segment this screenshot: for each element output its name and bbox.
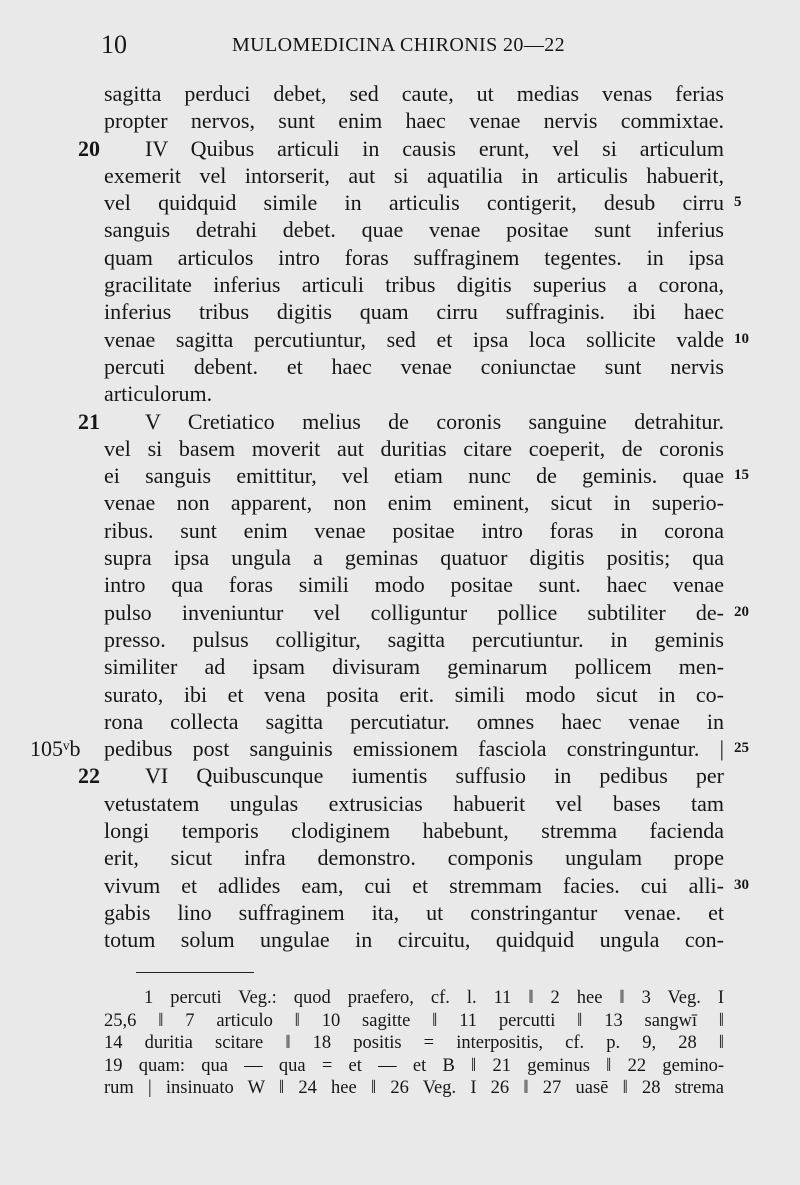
text-line <box>0 790 800 817</box>
text-line <box>0 244 800 271</box>
line-text: gracilitate inferius articuli tribus digitis superius a corona, <box>104 272 724 298</box>
line-text: erit, sicut infra demonstro. componis ungulam prope <box>104 845 724 871</box>
line-text: quam articulos intro foras suffraginem tegentes. in ipsa <box>104 244 724 270</box>
text-line <box>0 708 800 735</box>
page-header <box>0 30 800 66</box>
apparatus-line <box>0 1077 800 1100</box>
critical-apparatus <box>0 987 800 1100</box>
apparatus-text: 25,6 ‖ 7 articulo ‖ 10 sagitte ‖ 11 percutti ‖ 13 sangwī ‖ <box>104 1010 724 1031</box>
line-text: pulso inveniuntur vel colliguntur pollice subtiliter de- <box>104 599 724 625</box>
text-line <box>0 926 800 953</box>
apparatus-line <box>0 987 800 1010</box>
text-line <box>0 107 800 134</box>
text-line <box>0 544 800 571</box>
line-number: 30 <box>734 876 749 893</box>
chapter-number: 22 <box>78 763 100 789</box>
apparatus-text: 19 quam: qua — qua = et — et B ‖ 21 geminus ‖ 22 gemino- <box>104 1055 724 1076</box>
line-text: surato, ibi et vena posita erit. simili modo sicut in co- <box>104 681 724 707</box>
text-line <box>0 735 800 762</box>
line-number: 25 <box>734 740 749 757</box>
line-text: presso. pulsus colligitur, sagitta percutiuntur. in geminis <box>104 626 724 652</box>
apparatus-text: rum | insinuato W ‖ 24 hee ‖ 26 Veg. I 26 ‖ 27 uasē ‖ 28 strema <box>104 1078 724 1099</box>
text-line <box>0 271 800 298</box>
text-line <box>0 408 800 435</box>
text-line <box>0 353 800 380</box>
line-text: sanguis detrahi debet. quae venae positae sunt inferius <box>104 217 724 243</box>
line-text: gabis lino suffraginem ita, ut constringantur venae. et <box>104 899 724 925</box>
chapter-number: 20 <box>78 135 100 161</box>
text-line <box>0 844 800 871</box>
line-text: similiter ad ipsam divisuram geminarum pollicem men- <box>104 654 724 680</box>
apparatus-text: 14 duritia scitare ‖ 18 positis = interpositis, cf. p. 9, 28 ‖ <box>104 1033 724 1054</box>
apparatus-line <box>0 1032 800 1055</box>
text-line <box>0 681 800 708</box>
line-text: intro qua foras simili modo positae sunt. haec venae <box>104 572 724 598</box>
text-line <box>0 326 800 353</box>
line-text: ei sanguis emittitur, vel etiam nunc de geminis. quae <box>104 463 724 489</box>
line-text: venae sagitta percutiuntur, sed et ipsa loca sollicite valde <box>104 326 724 352</box>
text-line <box>0 571 800 598</box>
text-line <box>0 899 800 926</box>
line-text: articulorum. <box>104 381 213 407</box>
text-line <box>0 599 800 626</box>
line-text: percuti debent. et haec venae coniunctae sunt nervis <box>104 353 724 379</box>
line-text: exemerit vel intorserit, aut si aquatilia in articulis habuerit, <box>104 162 724 188</box>
line-number: 10 <box>734 330 749 347</box>
line-text: V Cretiatico melius de coronis sanguine detrahitur. <box>145 408 724 434</box>
line-text: longi temporis clodiginem habebunt, stremma facienda <box>104 818 724 844</box>
line-text: VI Quibuscunque iumentis suffusio in pedibus per <box>145 763 724 789</box>
text-line <box>0 462 800 489</box>
line-text: ribus. sunt enim venae positae intro foras in corona <box>104 517 724 543</box>
line-text: pedibus post sanguinis emissionem fasciola constringuntur. | <box>104 736 724 762</box>
line-text: venae non apparent, non enim eminent, sicut in superio- <box>104 490 724 516</box>
line-text: vel si basem moverit aut duritias citare coeperit, de coronis <box>104 435 724 461</box>
line-text: vetustatem ungulas extrusicias habuerit vel bases tam <box>104 790 724 816</box>
text-line <box>0 489 800 516</box>
apparatus-line <box>0 1010 800 1033</box>
line-text: vivum et adlides eam, cui et stremmam facies. cui alli- <box>104 872 724 898</box>
folio-marker: 105ᵛb <box>30 736 81 762</box>
line-number: 20 <box>734 603 749 620</box>
main-text <box>0 80 800 954</box>
apparatus-text: 1 percuti Veg.: quod praefero, cf. l. 11 ‖ 2 hee ‖ 3 Veg. I <box>144 988 724 1008</box>
text-line <box>0 216 800 243</box>
line-text: IV Quibus articuli in causis erunt, vel si articulum <box>145 135 724 161</box>
line-number: 15 <box>734 467 749 484</box>
running-head: MULOMEDICINA CHIRONIS 20—22 <box>232 34 566 56</box>
apparatus-line <box>0 1055 800 1078</box>
text-line <box>0 872 800 899</box>
text-line <box>0 517 800 544</box>
line-text: totum solum ungulae in circuitu, quidquid ungula con- <box>104 927 724 953</box>
text-line <box>0 435 800 462</box>
text-line <box>0 380 800 407</box>
text-line <box>0 653 800 680</box>
text-line <box>0 162 800 189</box>
page-number: 10 <box>101 30 127 59</box>
footnote-rule <box>136 972 254 973</box>
text-line <box>0 626 800 653</box>
text-line <box>0 135 800 162</box>
line-text: vel quidquid simile in articulis contigerit, desub cirru <box>104 190 724 216</box>
line-text: rona collecta sagitta percutiatur. omnes haec venae in <box>104 708 724 734</box>
line-text: propter nervos, sunt enim haec venae nervis commixtae. <box>104 108 724 134</box>
text-line <box>0 762 800 789</box>
text-line <box>0 189 800 216</box>
text-line <box>0 298 800 325</box>
line-text: sagitta perduci debet, sed caute, ut medias venas ferias <box>104 81 724 106</box>
chapter-number: 21 <box>78 408 100 434</box>
line-text: inferius tribus digitis quam cirru suffraginis. ibi haec <box>104 299 724 325</box>
line-text: supra ipsa ungula a geminas quatuor digitis positis; qua <box>104 545 724 571</box>
text-line <box>0 80 800 107</box>
line-number: 5 <box>734 194 742 211</box>
text-line <box>0 817 800 844</box>
